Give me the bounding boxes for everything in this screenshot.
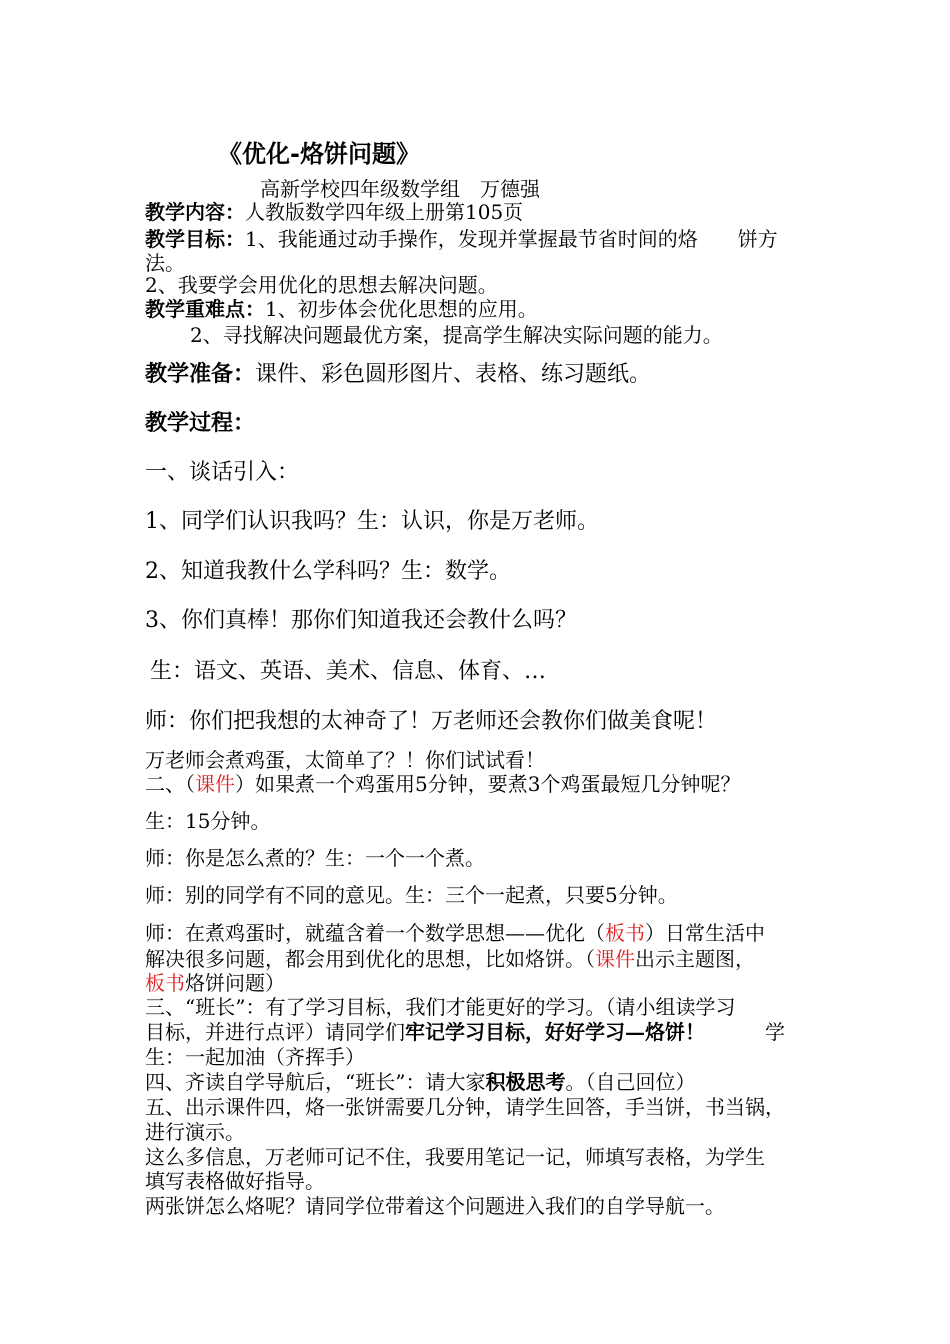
section-2-prefix: 二、（ xyxy=(145,772,195,796)
para-2 xyxy=(145,948,755,970)
doc-title: 《优化-烙饼问题》 xyxy=(218,140,420,168)
author-line: 高新学校四年级数学组 万德强 xyxy=(260,177,540,201)
para-3-text: 烙饼问题） xyxy=(185,971,285,995)
dialog-how: 师：你是怎么煮的？生：一个一个煮。 xyxy=(145,846,485,870)
para-8: 五、出示课件四，烙一张饼需要几分钟，请学生回答，手当饼，书当锅， xyxy=(145,1095,785,1119)
para-11: 填写表格做好指导。 xyxy=(145,1169,325,1193)
para-9: 进行演示。 xyxy=(145,1120,245,1144)
section-1-heading: 一、谈话引入： xyxy=(145,460,300,485)
para-12: 两张饼怎么烙呢？请同学位带着这个问题进入我们的自学导航一。 xyxy=(145,1194,725,1218)
para-7-text-a: 四、齐读自学导航后，“班长”：请大家 xyxy=(145,1070,486,1094)
board-tag-2: 板书 xyxy=(145,971,185,995)
student-answer-1: 生：15分钟。 xyxy=(145,809,271,833)
para-7 xyxy=(145,1071,695,1093)
courseware-tag-2: 课件 xyxy=(595,947,635,971)
section-2-text: ）如果煮一个鸡蛋用5分钟，要煮3个鸡蛋最短几分钟呢？ xyxy=(235,772,741,796)
para-5-emphasis: 牢记学习目标，好好学习—烙饼！ xyxy=(405,1020,705,1044)
para-7-emphasis: 积极思考 xyxy=(485,1070,566,1094)
key-label: 教学重难点： xyxy=(145,297,265,321)
content-line xyxy=(145,201,523,223)
teacher-line-2: 万老师会煮鸡蛋，太简单了？！你们试试看！ xyxy=(145,748,545,772)
dialog-q1: 1、同学们认识我吗？生：认识，你是万老师。 xyxy=(145,509,599,534)
para-4: 三、“班长”：有了学习目标，我们才能更好的学习。（请小组读学习 xyxy=(145,995,736,1019)
content-label: 教学内容： xyxy=(145,200,245,224)
dialog-q2: 2、知道我教什么学科吗？生：数学。 xyxy=(145,559,511,584)
content-text: 人教版数学四年级上册第105页 xyxy=(245,200,524,224)
para-5-text-a: 目标，并进行点评）请同学们 xyxy=(145,1020,405,1044)
goal-text-2: 2、我要学会用优化的思想去解决问题。 xyxy=(145,273,498,297)
para-6: 生：一起加油（齐挥手） xyxy=(145,1045,365,1069)
section-2-line xyxy=(145,773,740,795)
para-7-text-b: 。（自己回位） xyxy=(565,1070,696,1094)
para-1 xyxy=(145,922,765,944)
goal-label: 教学目标： xyxy=(145,227,245,251)
dialog-other-opinion: 师：别的同学有不同的意见。生：三个一起煮，只要5分钟。 xyxy=(145,883,678,907)
courseware-tag: 课件 xyxy=(195,772,235,796)
para-2-text-a: 解决很多问题，都会用到优化的思想，比如烙饼。（ xyxy=(145,947,595,971)
board-tag-1: 板书 xyxy=(605,921,645,945)
para-1-text-a: 师：在煮鸡蛋时，就蕴含着一个数学思想——优化（ xyxy=(145,921,605,945)
key-line xyxy=(145,298,538,320)
para-5-text-b: 学 xyxy=(705,1020,785,1044)
goal-text-1b: 法。 xyxy=(145,251,185,275)
process-heading: 教学过程： xyxy=(145,411,256,436)
dialog-a3: 生：语文、英语、美术、信息、体育、… xyxy=(150,659,547,684)
para-10: 这么多信息，万老师可记不住，我要用笔记一记，师填写表格，为学生 xyxy=(145,1145,765,1169)
prep-line xyxy=(145,362,651,388)
para-1-text-b: ）日常生活中 xyxy=(645,921,765,945)
key-text-2: 2、寻找解决问题最优方案，提高学生解决实际问题的能力。 xyxy=(190,323,723,347)
prep-label: 教学准备： xyxy=(145,362,256,387)
para-2-text-b: 出示主题图， xyxy=(635,947,755,971)
teacher-line-1: 师：你们把我想的太神奇了！万老师还会教你们做美食呢！ xyxy=(145,709,718,734)
prep-text: 课件、彩色圆形图片、表格、练习题纸。 xyxy=(255,362,652,387)
dialog-q3: 3、你们真棒！那你们知道我还会教什么吗？ xyxy=(145,608,577,633)
para-5 xyxy=(145,1021,785,1043)
para-3 xyxy=(145,972,285,994)
goal-line xyxy=(145,228,778,250)
goal-text-1: 1、我能通过动手操作，发现并掌握最节省时间的烙 饼方 xyxy=(245,227,778,251)
key-text-1: 1、初步体会优化思想的应用。 xyxy=(265,297,538,321)
